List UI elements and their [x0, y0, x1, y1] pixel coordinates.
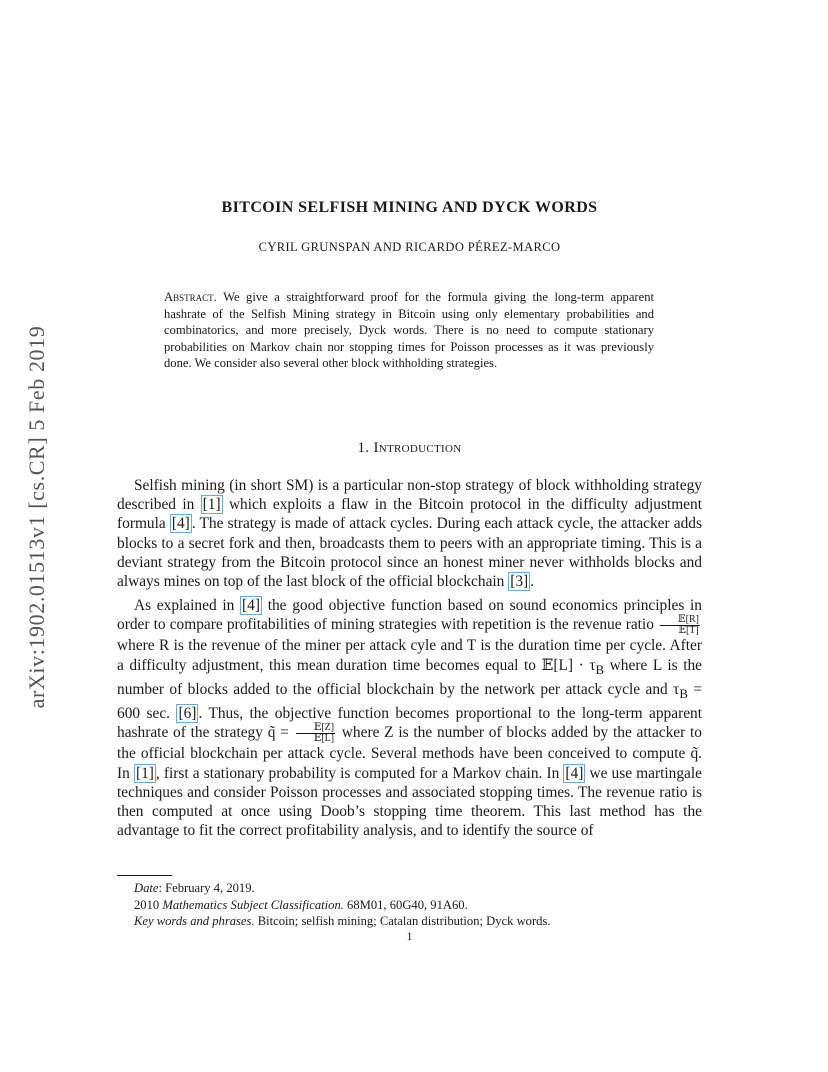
- footnote-rule: [117, 875, 172, 876]
- citation-link[interactable]: [4]: [565, 764, 584, 782]
- fraction-denominator: 𝔼[L]: [313, 733, 335, 745]
- text-run: . The strategy is made of attack cycles. During each attack cycle, the attacker adds blocks to a secret fork and then, broadcasts them to peers with an appropriate timing. This is a deviant strategy from the Bitcoin protocol since an honest miner never withholds blocks and always mines on top of the last block of the official blockchain: [117, 515, 702, 591]
- paragraph-2: [117, 596, 702, 840]
- text-run: where L is the number of blocks added to the official blockchain by the network per attack cycle and τ: [117, 656, 702, 698]
- section-number: 1.: [357, 440, 370, 456]
- citation-link[interactable]: [3]: [510, 573, 529, 591]
- text-run: . Thus, the objective function becomes proportional to the long-term apparent hashrate of the strategy q̃ =: [117, 705, 702, 742]
- fraction-numerator: 𝔼[Z]: [296, 723, 335, 734]
- footnote-value: : February 4, 2019.: [158, 881, 255, 895]
- subscript: B: [679, 686, 688, 701]
- text-run: we use martingale techniques and consider Poisson processes and associated stopping times. The revenue ratio is then computed at once using Doob’s stopping time theorem. This last method has the advantage to fit the correct profitability analysis, and to identify the source of: [117, 764, 702, 840]
- text-run: where R is the revenue of the miner per attack cyle and T is the duration time per cycle. After a difficulty adjustment, this mean duration time becomes equal to 𝔼[L] · τ: [117, 637, 702, 674]
- body-text: [117, 476, 702, 845]
- footnote-label: Mathematics Subject Classification.: [162, 897, 344, 912]
- fraction-numerator: 𝔼[R]: [660, 615, 700, 626]
- subscript: B: [595, 662, 605, 677]
- text-run: As explained in: [134, 597, 241, 615]
- footnote-value: Bitcoin; selfish mining; Catalan distribution; Dyck words.: [254, 914, 551, 928]
- footnote-prefix: 2010: [134, 897, 163, 912]
- paragraph-1: [117, 476, 702, 591]
- footnote-value: 68M01, 60G40, 91A60.: [343, 897, 468, 912]
- citation-link[interactable]: [6]: [178, 705, 197, 723]
- text-run: where Z is the number of blocks added by the attacker to the official blockchain per attack cycle. Several methods have been conceived to compute q̃. In: [117, 724, 702, 782]
- arxiv-sidebar: [17, 295, 57, 740]
- paper-authors: CYRIL GRUNSPAN AND RICARDO PÉREZ-MARCO: [258, 240, 561, 254]
- text-run: the good objective function based on sound economics principles in order to compare profitabilities of mining strategies with repetition is the revenue ratio: [117, 597, 702, 634]
- footnote-label: Key words and phrases.: [134, 914, 255, 928]
- text-run: = 600 sec.: [117, 680, 703, 723]
- section-heading: [117, 440, 702, 457]
- citation-link[interactable]: [1]: [135, 764, 154, 782]
- footnote-label: Date: [134, 881, 159, 895]
- fraction-hashrate: [296, 723, 335, 744]
- arxiv-identifier: arXiv:1902.01513v1 [cs.CR] 5 Feb 2019: [24, 325, 49, 709]
- fraction-revenue-ratio: [660, 615, 700, 636]
- citation-link[interactable]: [1]: [202, 496, 221, 514]
- citation-link[interactable]: [4]: [242, 597, 260, 615]
- section-title: Introduction: [373, 440, 462, 456]
- text-run: Selfish mining (in short SM) is a particular non-stop strategy of block withholding strategy described in: [117, 477, 702, 514]
- text-run: which exploits a flaw in the Bitcoin protocol in the difficulty adjustment formula: [117, 496, 702, 533]
- abstract: [164, 289, 654, 372]
- paper-title: BITCOIN SELFISH MINING AND DYCK WORDS: [221, 199, 598, 216]
- footnote-date: [134, 880, 704, 897]
- footnote-msc: [134, 897, 704, 914]
- footnotes: [134, 880, 704, 930]
- page-number: 1: [406, 929, 413, 943]
- footnote-keywords: [134, 913, 704, 930]
- text-run: .: [530, 573, 535, 591]
- abstract-label: Abstract.: [164, 290, 217, 304]
- text-run: , first a stationary probability is computed for a Markov chain. In: [155, 764, 564, 782]
- abstract-text: We give a straightforward proof for the formula giving the long-term apparent hashrate of the Selfish Mining strategy in Bitcoin using only elementary probabilities and combinatorics, and more precisely, Dyck words. There is no need to compute stationary probabilities on Markov chain nor stopping times for Poisson processes as it was previously done. We consider also several other block withholding strategies.: [164, 290, 654, 371]
- fraction-denominator: 𝔼[T]: [678, 625, 699, 637]
- citation-link[interactable]: [4]: [171, 515, 190, 533]
